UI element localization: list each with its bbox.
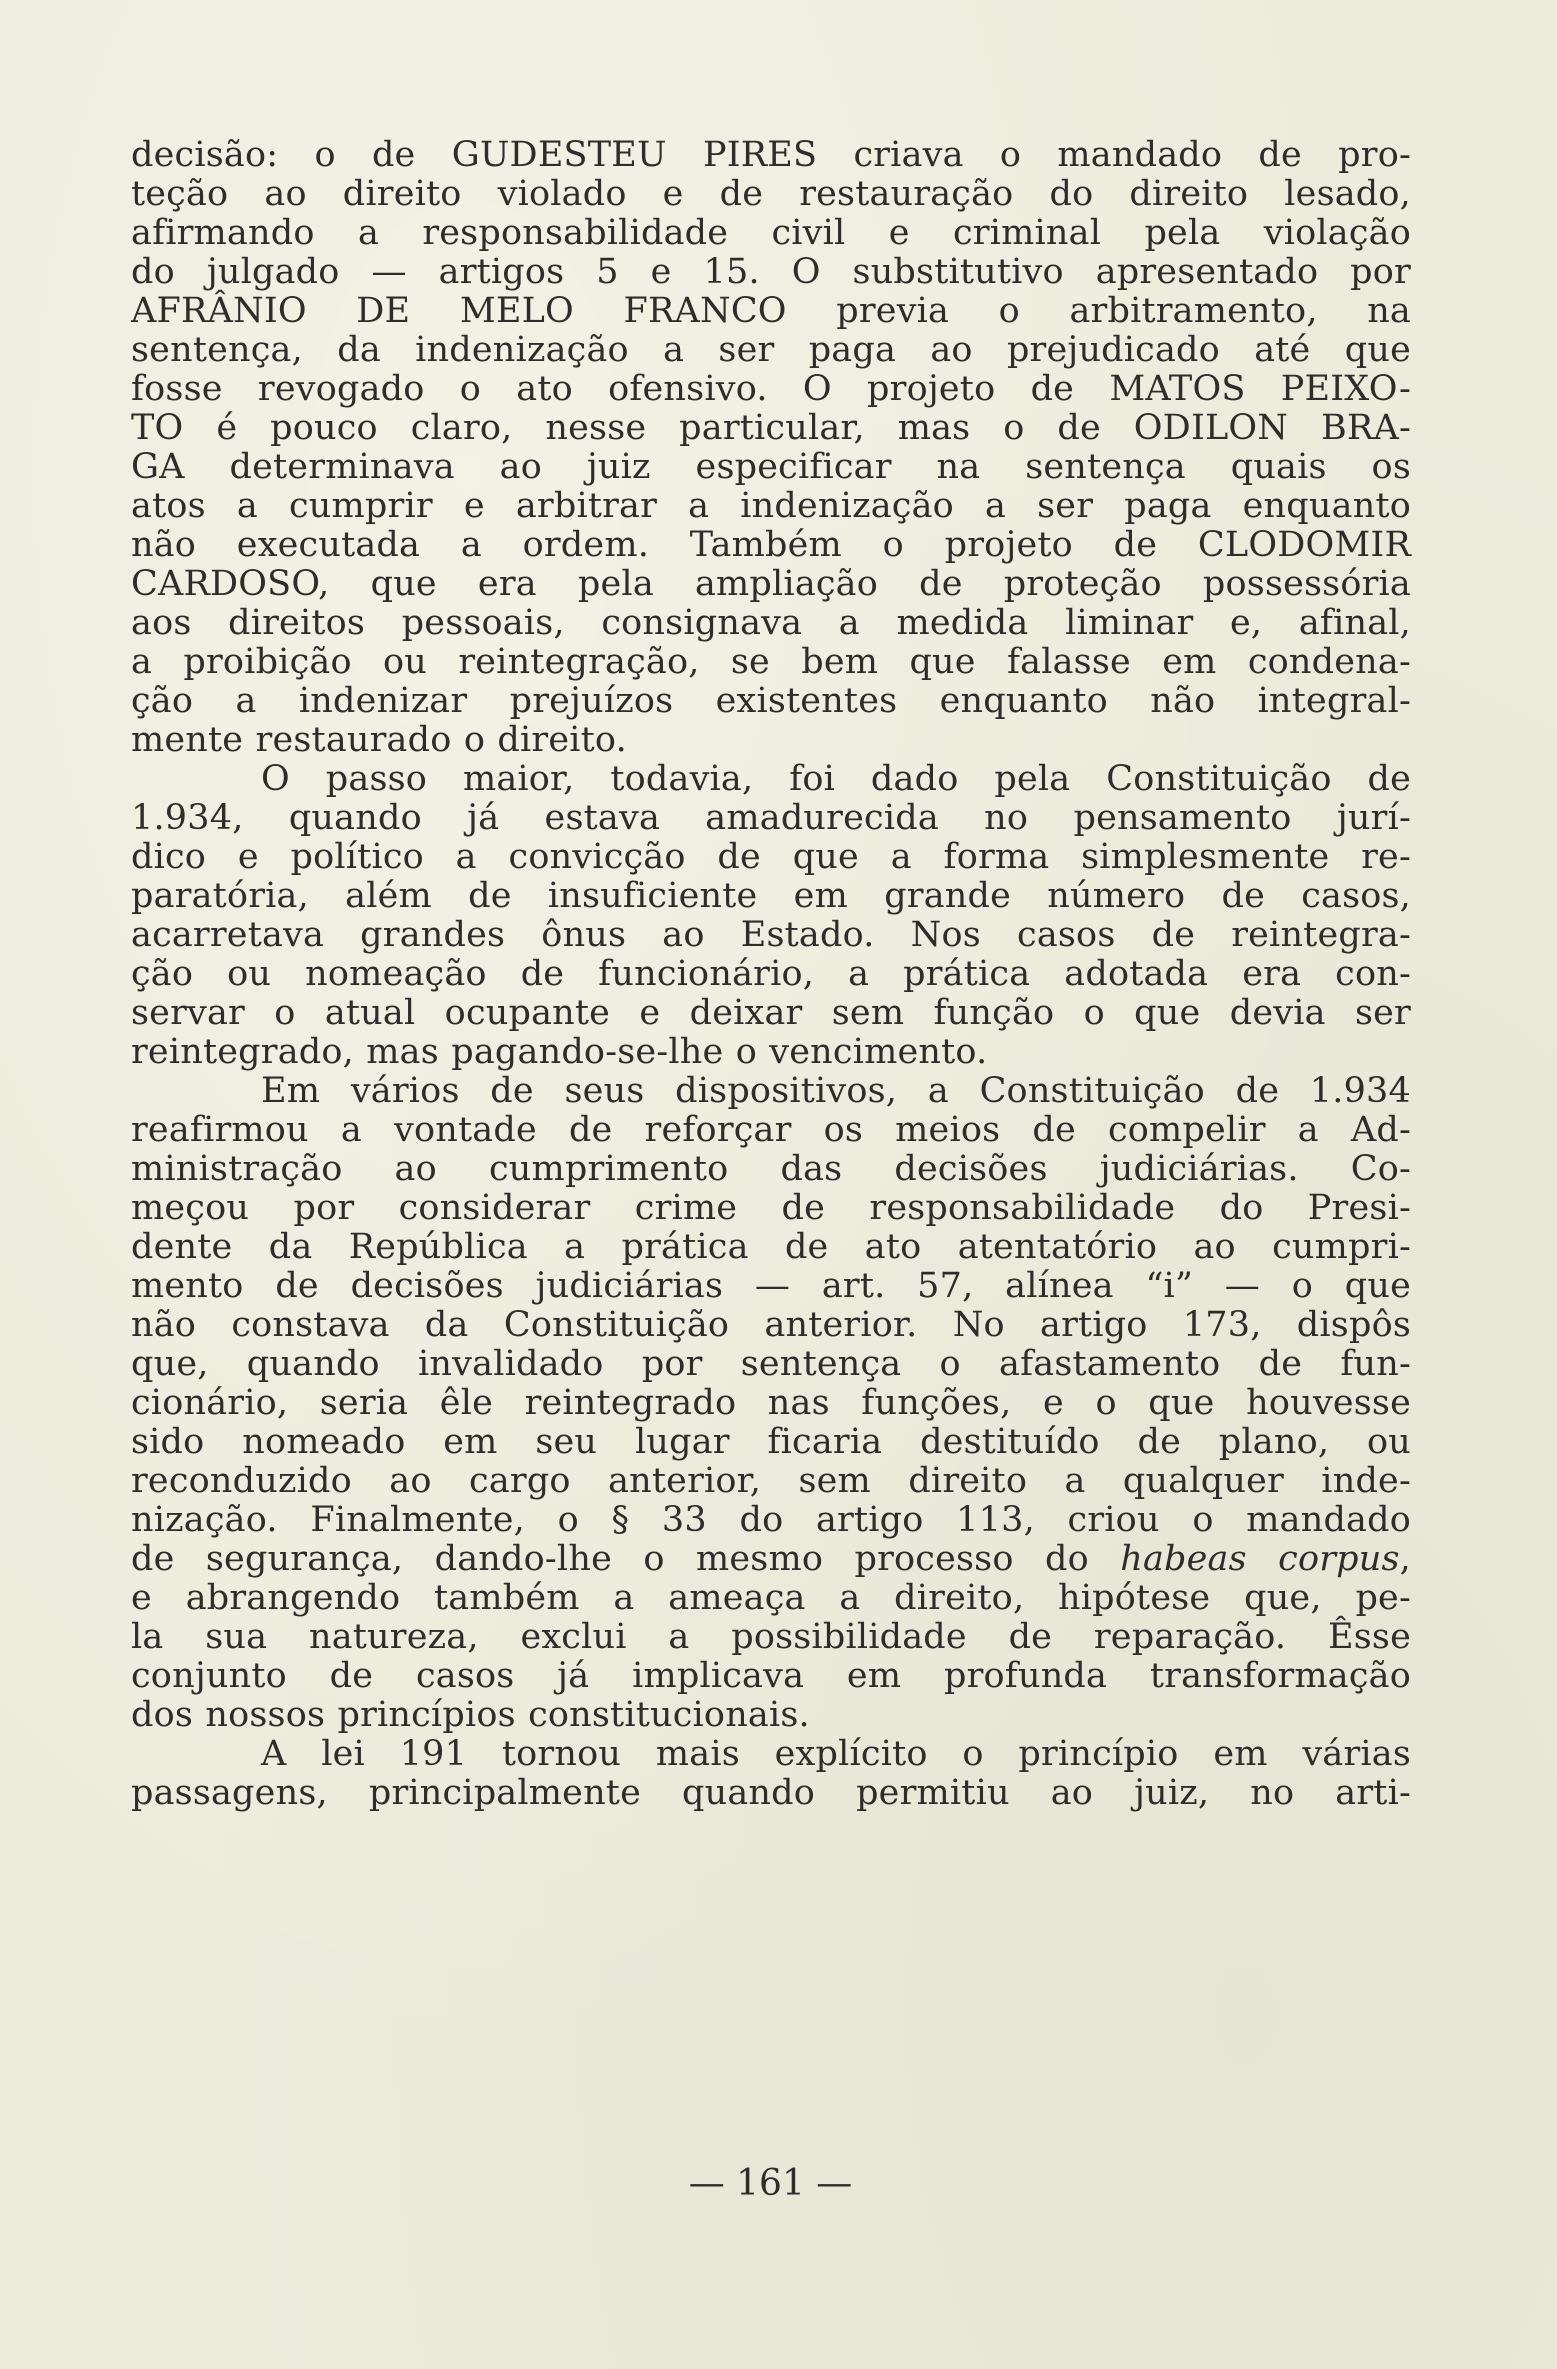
body-text [131, 136, 1411, 1813]
text-line: conjunto de casos já implicava em profunda transformação [131, 1656, 1411, 1696]
text-line: acarretava grandes ônus ao Estado. Nos casos de reintegra- [131, 915, 1411, 955]
text-line: GA determinava ao juiz especificar na sentença quais os [131, 447, 1411, 487]
text-line: mento de decisões judiciárias — art. 57, alínea “i” — o que [131, 1266, 1411, 1306]
text-line: dos nossos princípios constitucionais. [131, 1695, 810, 1735]
paragraph-first-line: Em vários de seus dispositivos, a Constituição de 1.934 [261, 1071, 1411, 1111]
text-line: de segurança, dando-lhe o mesmo processo do habeas corpus, [131, 1539, 1411, 1579]
text-line: não executada a ordem. Também o projeto de CLODOMIR [131, 525, 1411, 565]
text-line: a proibição ou reintegração, se bem que falasse em condena- [131, 642, 1411, 682]
text-line: mente restaurado o direito. [131, 720, 627, 760]
text-line: AFRÂNIO DE MELO FRANCO previa o arbitramento, na [131, 291, 1411, 331]
text-line: reconduzido ao cargo anterior, sem direito a qualquer inde- [131, 1461, 1411, 1501]
text-line: 1.934, quando já estava amadurecida no pensamento jurí- [131, 798, 1411, 838]
text-line: ção ou nomeação de funcionário, a prática adotada era con- [131, 954, 1411, 994]
text-line: que, quando invalidado por sentença o afastamento de fun- [131, 1344, 1411, 1384]
text-line: sentença, da indenização a ser paga ao prejudicado até que [131, 330, 1411, 370]
text-line: decisão: o de GUDESTEU PIRES criava o mandado de pro- [131, 135, 1411, 175]
text-line: CARDOSO, que era pela ampliação de proteção possessória [131, 564, 1411, 604]
text-line: meçou por considerar crime de responsabilidade do Presi- [131, 1188, 1411, 1228]
text-line: la sua natureza, exclui a possibilidade de reparação. Êsse [131, 1617, 1411, 1657]
text-line: ministração ao cumprimento das decisões judiciárias. Co- [131, 1149, 1411, 1189]
italic-term: habeas corpus [1120, 1539, 1400, 1579]
paragraph-first-line: O passo maior, todavia, foi dado pela Constituição de [261, 759, 1411, 799]
text-line: dico e político a convicção de que a forma simplesmente re- [131, 837, 1411, 877]
text-line: reafirmou a vontade de reforçar os meios de compelir a Ad- [131, 1110, 1411, 1150]
text-line: TO é pouco claro, nesse particular, mas o de ODILON BRA- [131, 408, 1411, 448]
text-line: teção ao direito violado e de restauração do direito lesado, [131, 174, 1411, 214]
text-line: ção a indenizar prejuízos existentes enquanto não integral- [131, 681, 1411, 721]
page-number: — 161 — [688, 2163, 853, 2204]
text-line: afirmando a responsabilidade civil e criminal pela violação [131, 213, 1411, 253]
text-line: do julgado — artigos 5 e 15. O substitutivo apresentado por [131, 252, 1411, 292]
text-line: dente da República a prática de ato atentatório ao cumpri- [131, 1227, 1411, 1267]
text-line: paratória, além de insuficiente em grande número de casos, [131, 876, 1411, 916]
text-line: cionário, seria êle reintegrado nas funções, e o que houvesse [131, 1383, 1411, 1423]
text-line: reintegrado, mas pagando-se-lhe o vencimento. [131, 1032, 988, 1072]
paragraph-first-line: A lei 191 tornou mais explícito o princípio em várias [261, 1734, 1411, 1774]
text-line: sido nomeado em seu lugar ficaria destituído de plano, ou [131, 1422, 1411, 1462]
text-line: servar o atual ocupante e deixar sem função o que devia ser [131, 993, 1411, 1033]
text-line: fosse revogado o ato ofensivo. O projeto de MATOS PEIXO- [131, 369, 1411, 409]
text-line: nização. Finalmente, o § 33 do artigo 113, criou o mandado [131, 1500, 1411, 1540]
text-line: atos a cumprir e arbitrar a indenização a ser paga enquanto [131, 486, 1411, 526]
text-line: e abrangendo também a ameaça a direito, hipótese que, pe- [131, 1578, 1411, 1618]
text-line: não constava da Constituição anterior. No artigo 173, dispôs [131, 1305, 1411, 1345]
text-line: passagens, principalmente quando permitiu ao juiz, no arti- [131, 1773, 1411, 1813]
text-line: aos direitos pessoais, consignava a medida liminar e, afinal, [131, 603, 1411, 643]
